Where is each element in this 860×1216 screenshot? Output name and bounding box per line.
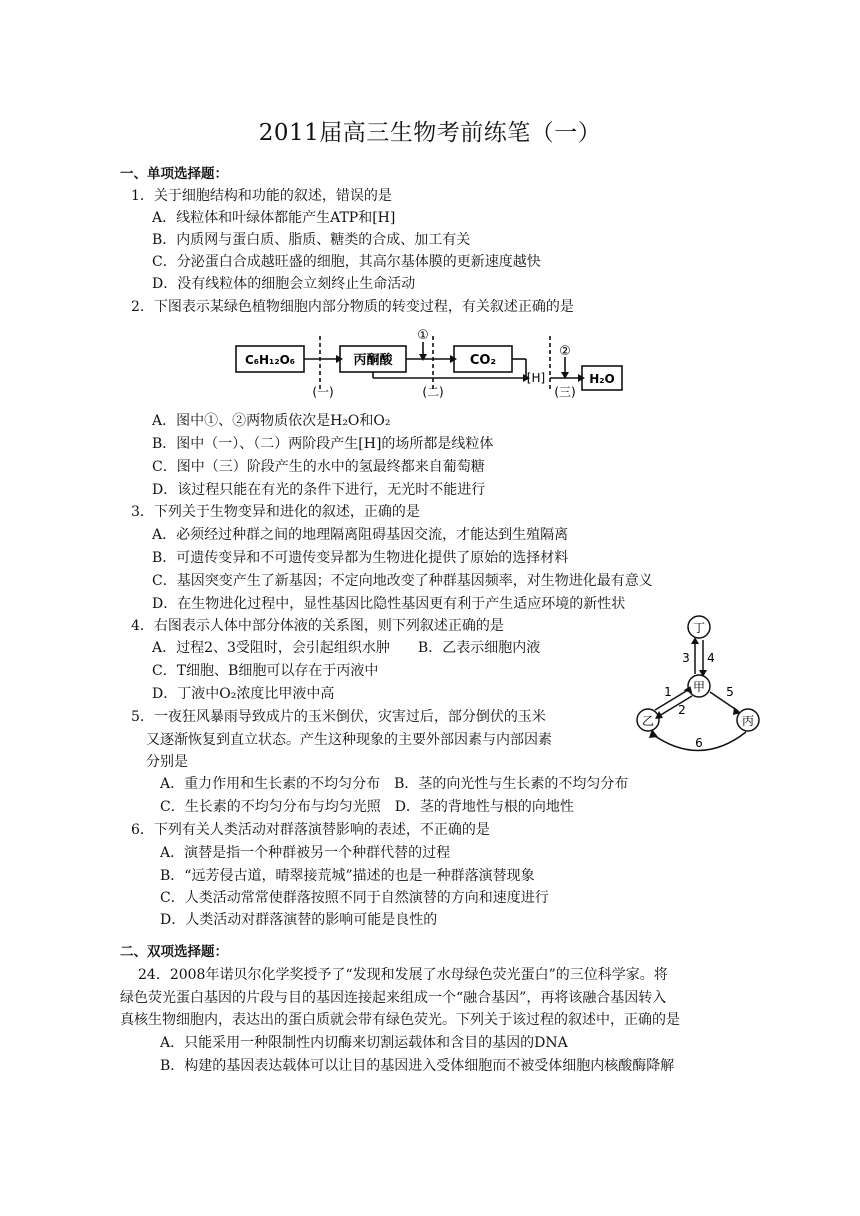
- q4-option-d: D．丁液中O₂浓度比甲液中高: [152, 686, 335, 702]
- glucose-label: C₆H₁₂O₆: [244, 353, 296, 367]
- water-label: H₂O: [589, 372, 615, 386]
- edge-4-label: 4: [707, 651, 715, 665]
- q24-line-3: 真核生物细胞内，表达出的蛋白质就会带有绿色荧光。下列关于该过程的叙述中，正确的是: [120, 1012, 680, 1028]
- page-title: 2011届高三生物考前练笔（一）: [258, 120, 602, 146]
- co2-label: CO₂: [469, 353, 497, 368]
- node-yi: 乙: [641, 714, 655, 728]
- q2-option-c: C．图中（三）阶段产生的水中的氢最终都来自葡萄糖: [152, 459, 485, 475]
- q6-option-a: A．演替是指一个种群被另一个种群代替的过程: [160, 845, 451, 861]
- q5-option-ab: A．重力作用和生长素的不均匀分布 B．茎的向光性与生长素的不均匀分布: [160, 776, 629, 792]
- q1-stem: 1．关于细胞结构和功能的叙述，错误的是: [131, 188, 392, 204]
- q5-stem-line-1: 5．一夜狂风暴雨导致成片的玉米倒伏，灾害过后，部分倒伏的玉米: [131, 709, 546, 725]
- q5-stem-line-2: 又逐渐恢复到直立状态。产生这种现象的主要外部因素与内部因素: [146, 732, 552, 748]
- q3-stem: 3．下列关于生物变异和进化的叙述，正确的是: [131, 504, 420, 520]
- q24-line-1: 24．2008年诺贝尔化学奖授予了“发现和发展了水母绿色荧光蛋白”的三位科学家。将: [138, 967, 668, 983]
- q6-stem: 6．下列有关人类活动对群落演替影响的表述，不正确的是: [131, 822, 490, 838]
- q24-option-b: B．构建的基因表达载体可以让目的基因进入受体细胞而不被受体细胞内核酸酶降解: [160, 1058, 675, 1074]
- body-fluid-diagram: [628, 610, 778, 760]
- node-ding: 丁: [692, 621, 706, 635]
- q24-option-a: A．只能采用一种限制性内切酶来切割运载体和含目的基因的DNA: [160, 1035, 568, 1051]
- edge-1-label: 1: [664, 685, 672, 699]
- q2-option-a: A．图中①、②两物质依次是H₂O和O₂: [152, 413, 391, 429]
- q1-option-d: D．没有线粒体的细胞会立刻终止生命活动: [152, 276, 416, 292]
- section-heading-double-choice: 二、双项选择题：: [120, 944, 228, 960]
- q1-option-a: A．线粒体和叶绿体都能产生ATP和[H]: [152, 210, 396, 226]
- respiration-diagram: [228, 326, 636, 402]
- q5-stem-line-3: 分别是: [146, 754, 188, 770]
- q3-option-c: C．基因突变产生了新基因；不定向地改变了种群基因频率，对生物进化最有意义: [152, 573, 653, 589]
- node-jia: 甲: [692, 680, 706, 694]
- q6-option-d: D．人类活动对群落演替的影响可能是良性的: [160, 912, 438, 928]
- q6-option-c: C．人类活动常常使群落按照不同于自然演替的方向和速度进行: [160, 890, 549, 906]
- q2-option-d: D．该过程只能在有光的条件下进行，无光时不能进行: [152, 482, 486, 498]
- q2-option-b: B．图中（一）、（二）两阶段产生[H]的场所都是线粒体: [152, 436, 494, 452]
- node-bing: 丙: [741, 714, 755, 728]
- q4-option-c: C．T细胞、B细胞可以存在于丙液中: [152, 663, 379, 679]
- stage-3-label: (三): [554, 385, 576, 399]
- h-label: [H]: [526, 371, 546, 385]
- q1-option-b: B．内质网与蛋白质、脂质、糖类的合成、加工有关: [152, 232, 471, 248]
- q5-option-cd: C．生长素的不均匀分布与均匀光照 D．茎的背地性与根的向地性: [160, 799, 574, 815]
- edge-2-label: 2: [678, 703, 686, 717]
- stage-1-label: (一): [312, 385, 334, 399]
- edge-6-label: 6: [695, 736, 703, 750]
- q1-option-c: C．分泌蛋白合成越旺盛的细胞，其高尔基体膜的更新速度越快: [152, 254, 541, 270]
- section-heading-single-choice: 一、单项选择题：: [120, 166, 228, 182]
- q3-option-d: D．在生物进化过程中，显性基因比隐性基因更有利于产生适应环境的新性状: [152, 596, 626, 612]
- q2-stem: 2．下图表示某绿色植物细胞内部分物质的转变过程，有关叙述正确的是: [131, 299, 574, 315]
- substance-2-marker: ②: [559, 344, 571, 359]
- substance-1-marker: ①: [417, 328, 429, 343]
- q6-option-b: B．“远芳侵古道，晴翠接荒城”描述的也是一种群落演替现象: [160, 868, 535, 884]
- edge-3-label: 3: [682, 651, 690, 665]
- q4-stem: 4．右图表示人体中部分体液的关系图，则下列叙述正确的是: [131, 618, 504, 634]
- edge-5-label: 5: [726, 685, 734, 699]
- stage-2-label: (二): [422, 385, 444, 399]
- q4-option-ab: A．过程2、3受阻时，会引起组织水肿 B．乙表示细胞内液: [152, 640, 541, 656]
- q24-line-2: 绿色荧光蛋白基因的片段与目的基因连接起来组成一个“融合基因”，再将该融合基因转入: [120, 990, 667, 1006]
- pyruvate-label: 丙酮酸: [353, 353, 393, 368]
- q3-option-a: A．必须经过种群之间的地理隔离阻碍基因交流，才能达到生殖隔离: [152, 527, 569, 543]
- q3-option-b: B．可遗传变异和不可遗传变异都为生物进化提供了原始的选择材料: [152, 550, 569, 566]
